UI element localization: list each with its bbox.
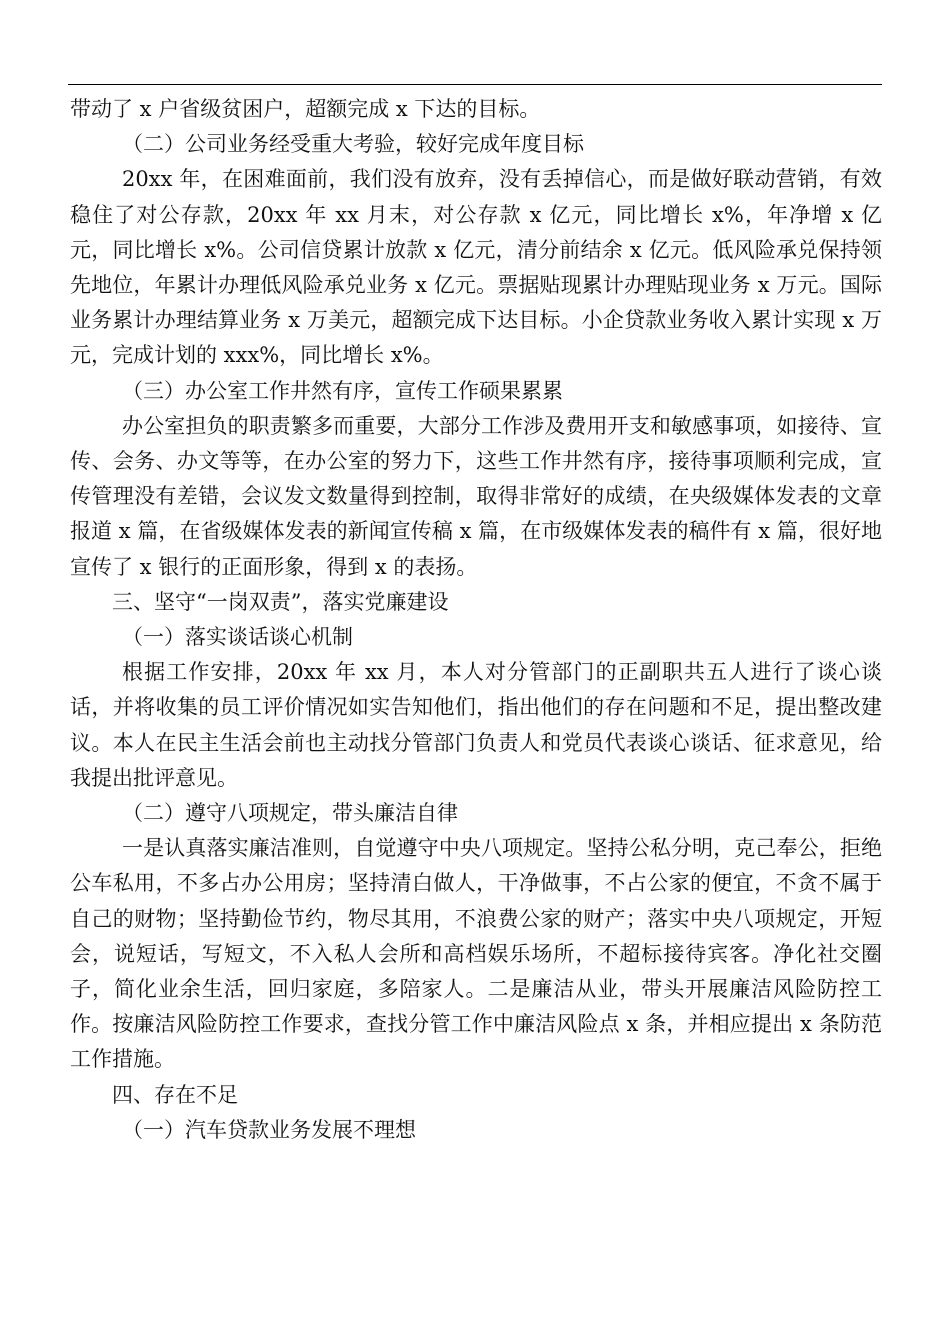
subheading-eight-rules: （二）遵守八项规定，带头廉洁自律 xyxy=(122,801,458,826)
section-heading-shortcomings: 四、存在不足 xyxy=(112,1082,238,1107)
subheading-auto-loans: （一）汽车贷款业务发展不理想 xyxy=(122,1117,416,1142)
subheading-office-work: （三）办公室工作井然有序，宣传工作硕果累累 xyxy=(122,378,563,403)
paragraph-company-business: 20xx 年，在困难面前，我们没有放弃，没有丢掉信心，而是做好联动营销，有效稳住了对公存款，20xx 年 xx 月末，对公存款 x 亿元，同比增长 x%，年净增 x 亿元，同比增长 x%。公司信贷累计放款 x 亿元，清分前结余 x 亿元。低风险承兑保持领先地位，年累计办理低风险承兑业务 x 亿元。票据贴现累计办理贴现业务 x 万元。国际业务累计办理结算业务 x 万美元，超额完成下达目标。小企贷款业务收入累计实现 x 万元，完成计划的 xxx%，同比增长 x%。 xyxy=(70,167,882,368)
paragraph-continuation: 带动了 x 户省级贫困户，超额完成 x 下达的目标。 xyxy=(70,97,541,121)
paragraph-talk-mechanism: 根据工作安排，20xx 年 xx 月，本人对分管部门的正副职共五人进行了谈心谈话，并将收集的员工评价情况如实告知他们，指出他们的存在问题和不足，提出整改建议。本人在民主生活会前也主动找分管部门负责人和党员代表谈心谈话、征求意见，给我提出批评意见。 xyxy=(70,660,882,790)
paragraph-eight-rules: 一是认真落实廉洁准则，自觉遵守中央八项规定。坚持公私分明，克己奉公，拒绝公车私用，不多占办公用房；坚持清白做人，干净做事，不占公家的便宜，不贪不属于自己的财物；坚持勤俭节约，物尽其用，不浪费公家的财产；落实中央八项规定，开短会，说短话，写短文，不入私人会所和高档娱乐场所，不超标接待宾客。净化社交圈子，简化业余生活，回归家庭，多陪家人。二是廉洁从业，带头开展廉洁风险防控工作。按廉洁风险防控工作要求，查找分管工作中廉洁风险点 x 条，并相应提出 x 条防范工作措施。 xyxy=(70,836,882,1072)
subheading-talk-mechanism: （一）落实谈话谈心机制 xyxy=(122,625,353,650)
subheading-company-business: （二）公司业务经受重大考验，较好完成年度目标 xyxy=(122,132,584,157)
header-rule xyxy=(68,84,882,85)
paragraph-office-work: 办公室担负的职责繁多而重要，大部分工作涉及费用开支和敏感事项，如接待、宣传、会务、办文等等，在办公室的努力下，这些工作井然有序，接待事项顺利完成，宣传管理没有差错，会议发文数量得到控制，取得非常好的成绩，在央级媒体发表的文章报道 x 篇，在省级媒体发表的新闻宣传稿 x 篇，在市级媒体发表的稿件有 x 篇，很好地宣传了 x 银行的正面形象，得到 x 的表扬。 xyxy=(70,413,882,579)
section-heading-party-building: 三、坚守“一岗双责”，落实党廉建设 xyxy=(112,589,449,614)
document-body xyxy=(70,92,882,1148)
